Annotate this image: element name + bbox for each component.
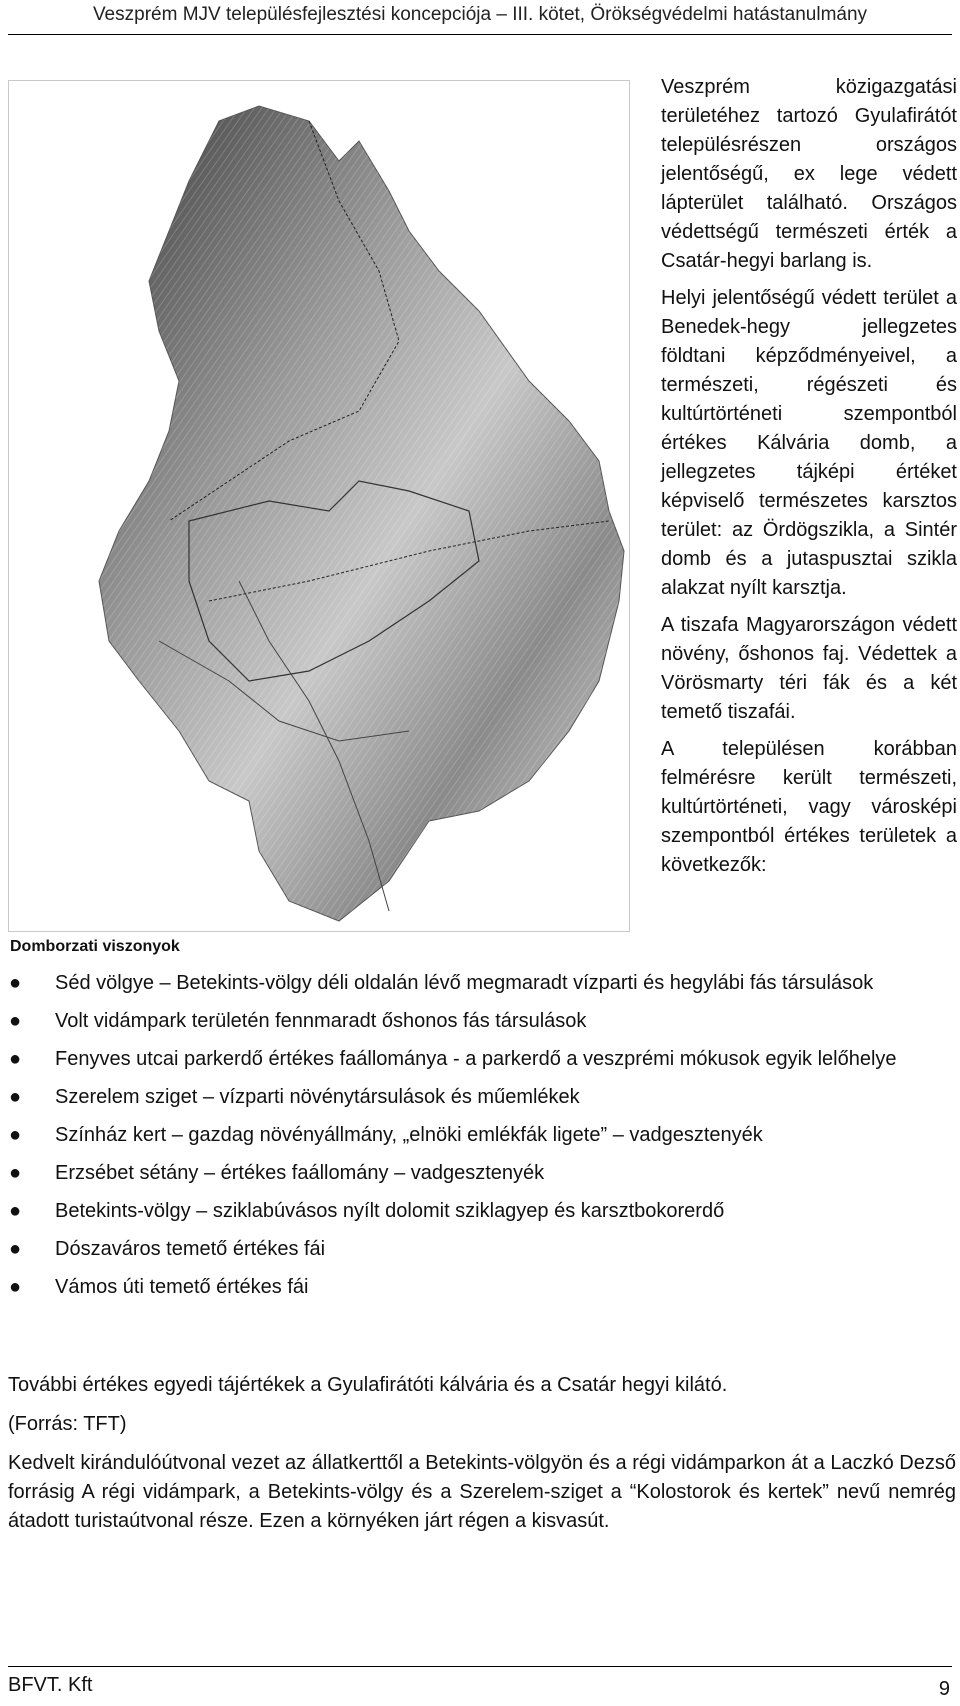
list-item — [8, 1007, 956, 1036]
bullet-icon: ● — [9, 1124, 22, 1146]
list-item-text: Színház kert – gazdag növényállmány, „elnöki emlékfák ligete” – vadgesztenyék — [55, 1124, 763, 1146]
relief-map-figure — [8, 80, 630, 932]
list-item — [8, 1197, 956, 1226]
bullet-icon: ● — [9, 1010, 22, 1032]
list-item-text: Betekints-völgy – sziklabúvásos nyílt dolomit sziklagyep és karsztbokorerdő — [55, 1200, 725, 1222]
list-item — [8, 1273, 956, 1302]
list-item-text: Volt vidámpark területén fennmaradt őshonos fás társulások — [55, 1010, 587, 1032]
source-note: (Forrás: TFT) — [8, 1413, 127, 1435]
page-header — [0, 0, 960, 36]
valuable-areas-list — [8, 969, 956, 1311]
paragraph: A tiszafa Magyarországon védett növény, őshonos faj. Védettek a Vörösmarty téri fák és a két temető tiszafái. — [661, 614, 957, 723]
list-item — [8, 1159, 956, 1188]
list-item — [8, 1235, 956, 1264]
list-item — [8, 1121, 956, 1150]
bullet-icon: ● — [9, 1238, 22, 1260]
header-divider — [8, 34, 952, 35]
bullet-icon: ● — [9, 1276, 22, 1298]
list-item-text: Séd völgye – Betekints-völgy déli oldalán lévő megmaradt vízparti és hegylábi fás társulások — [55, 972, 874, 994]
list-item-text: Szerelem sziget – vízparti növénytársulások és műemlékek — [55, 1086, 580, 1108]
list-item-text: Fenyves utcai parkerdő értékes faállománya - a parkerdő a veszprémi mókusok egyik lelőhelye — [55, 1048, 897, 1070]
list-item-text: Vámos úti temető értékes fái — [55, 1276, 309, 1298]
header-title: Veszprém MJV településfejlesztési koncepciója – III. kötet, Örökségvédelmi hatástanulmány — [92, 4, 868, 25]
figure-caption: Domborzati viszonyok — [10, 938, 180, 955]
relief-map-image — [9, 81, 629, 931]
list-item — [8, 969, 956, 998]
paragraph: Veszprém közigazgatási területéhez tartozó Gyulafirátót településrészen országos jelentőségű, ex lege védett lápterület található. Országos védettségű természeti érték a Csatár-hegyi barlang is. — [661, 76, 957, 272]
right-column-text — [661, 73, 957, 888]
list-item — [8, 1045, 956, 1074]
paragraph: Helyi jelentőségű védett terület a Benedek-hegy jellegzetes földtani képződményeivel, a természeti, régészeti és kultúrtörténeti szempontból értékes Kálvária domb, a jellegzetes tájképi értéket képviselő természetes karsztos terület: az Ördögszikla, a Sintér domb és a jutaspusztai szikla alakzat nyílt karsztja. — [661, 287, 957, 599]
bullet-icon: ● — [9, 972, 22, 994]
closing-paragraph: Kedvelt kirándulóútvonal vezet az állatkerttől a Betekints-völgyön és a régi vidámparkon át a Laczkó Dezső forrásig A régi vidámpark, a Betekints-völgy és a Szerelem-sziget a “Kolostorok és kertek” nevű nemrég átadott turistaútvonal része. Ezen a környéken járt régen a kisvasút. — [8, 1452, 956, 1532]
page-footer — [0, 1660, 960, 1706]
list-item-text: Dószaváros temető értékes fái — [55, 1238, 326, 1260]
list-item — [8, 1083, 956, 1112]
footer-divider — [8, 1666, 952, 1667]
bullet-icon: ● — [9, 1200, 22, 1222]
paragraph: A településen korábban felmérésre került természeti, kultúrtörténeti, vagy városképi szempontból értékes területek a következők: — [661, 738, 957, 876]
bullet-icon: ● — [9, 1048, 22, 1070]
page-number: 9 — [938, 1678, 950, 1700]
list-item-text: Erzsébet sétány – értékes faállomány – vadgesztenyék — [55, 1162, 545, 1184]
additional-values-text: További értékes egyedi tájértékek a Gyulafirátóti kálvária és a Csatár hegyi kilátó. — [8, 1374, 728, 1396]
bullet-icon: ● — [9, 1086, 22, 1108]
footer-company: BFVT. Kft — [8, 1674, 93, 1696]
bullet-icon: ● — [9, 1162, 22, 1184]
